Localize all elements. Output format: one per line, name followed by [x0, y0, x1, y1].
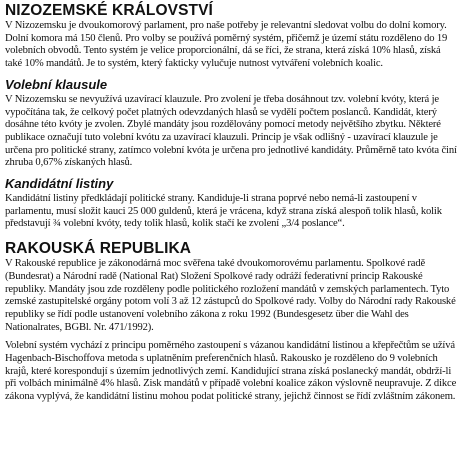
paragraph-netherlands-intro: V Nizozemsku je dvoukomorový parlament, pro naše potřeby je relevantní sledovat volbu do dolní komory. Dolní komora má 150 členů. Pro volby se používá poměrný systém, přičemž je území státu rozděleno do 19 volebních obvodů. Tento systém je velice proporcionální, dá se říci, že strana, která získá 10% hlasů, získá také 10% mandátů. Je to systém, který fakticky vylučuje nutnost vytváření volebních koalic.: [5, 20, 448, 70]
subheading-election-threshold: Volební klausule: [5, 76, 108, 92]
heading-netherlands: NIZOZEMSKÉ KRÁLOVSTVÍ: [5, 2, 213, 19]
paragraph-austria-2: Volební systém vychází z principu poměrného zastoupení s vázanou kandidátní listinou a křepřečtům se užívá Hagenbach-Bischoffova metoda s uplatněním preferenčních hlasů. Rakousko je rozděleno do 9 volebních krajů, které korespondují s územím jednotlivých zemí. Kandidující strana získá poslanecký mandát, obdrží-li při volbách minimálně 4% hlasů. Zisk mandátů v případě volební koalice zákon výslovně neupravuje. Z dikce zákona vyplývá, že kandidátní listinu mohou podat politické strany, jejichž činnost se řídí zvláštním zákonem.: [5, 340, 457, 403]
paragraph-austria-1: V Rakouské republice je zákonodárná moc svěřena také dvoukomorovému parlamentu. Spolkové radě (Bundesrat) a Národní radě (National Rat) Složení Spolkové rady odráží federativní princip Rakouské republiky. Mandáty jsou zde rozděleny podle politického rozložení mandátů v zemských parlamentech. Tyto zemské zastupitelské orgány potom volí 3 až 12 zástupců do Spolkové rady. Volby do Národní rady Rakouské republiky se řídí podle ustanovení volebního zákona z roku 1992 (Bundesgesetz über die Wahl des Nationalrates, BGBl. Nr. 471/1992).: [5, 258, 456, 333]
document-page: [5, 2, 459, 404]
heading-austria: RAKOUSKÁ REPUBLIKA: [5, 240, 192, 258]
paragraph-election-threshold: V Nizozemsku se nevyužívá uzavírací klauzule. Pro zvolení je třeba dosáhnout tzv. volební kvóty, která je vypočítána tak, že celkový počet platných odevzdaných hlasů se vydělí počtem poslanců. Kandidát, který dosáhne této kvóty je zvolen. Zbylé mandáty jsou rozdělovány pomocí metody největšího zbytku. Některé publikace označují tuto volební kvótu za uzavírací klauzuli. Princip je však odlišný - uzavírací klauzule je určena pro politické strany, zatímco volební kvóta je určena pro jednotlivé kandidáty. Průměrně tato kvóta činí zhruba 0,67% získaných hlasů.: [5, 93, 457, 169]
paragraph-candidate-lists: Kandidátní listiny předkládají politické strany. Kandiduje-li strana poprvé nebo nemá-li zastoupení v parlamentu, musí složit kauci 25 000 guldenů, která je vrácena, když strana získá alespoň tolik hlasů, kolik představují ¾ volební kvóty, tedy tolik hlasů, kolik stačí ke zvolení „3/4 poslance“.: [5, 193, 442, 230]
subheading-candidate-lists: Kandidátní listiny: [5, 176, 114, 192]
